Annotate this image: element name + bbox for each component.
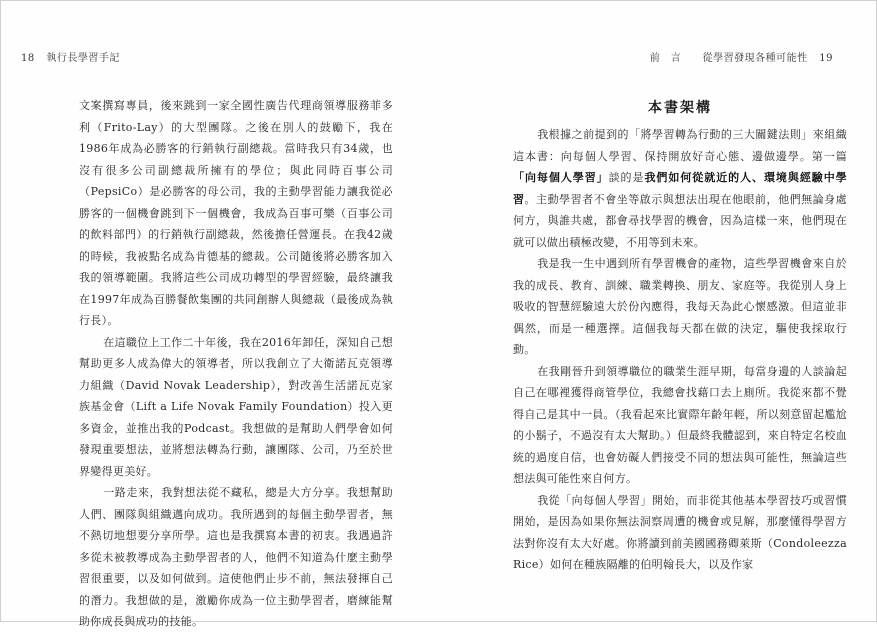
p1-text-1: 我根據之前提到的「將學習轉為行動的三大關鍵法則」來組織這本書：向每個人學習、保持開放好奇心態、邊做邊學。第一篇 (513, 128, 847, 163)
right-running-header (650, 49, 833, 64)
p1-text-3: 。主動學習者不會坐等啟示與想法出現在他眼前，他們無論身處何方，與誰共處，都會尋找學習的機會，因為這樣一來，他們現在就可以做出積極改變，不用等到未來。 (513, 192, 847, 249)
right-page-number: 19 (819, 53, 833, 64)
p1-text-2: 談的是 (608, 171, 645, 184)
right-page-body (513, 97, 847, 576)
p1-bold-1: 「向每個人學習」 (513, 171, 609, 184)
section-title: 本書架構 (648, 100, 712, 116)
right-paragraph-1 (513, 124, 847, 253)
left-running-header (21, 49, 120, 64)
right-paragraph-3: 在我剛晉升到領導職位的職業生涯早期，每當身邊的人談論起自己在哪裡獲得商管學位，我總會找藉口去上廁所。我從來都不覺得自己是其中一員。（我看起來比實際年齡年輕，所以刻意留起尷尬的小鬍子，不過沒有太大幫助。）但最終我體認到，來自特定名校血統的過度自信，也會妨礙人們接受不同的想法與可能性，無論這些想法與可能性來自何方。 (513, 364, 847, 485)
right-running-head-label: 前 言 (649, 53, 682, 64)
left-paragraph-2: 在這職位上工作二十年後，我在2016年卸任，深知自己想幫助更多人成為偉大的領導者，所以我創立了大衛諾瓦克領導力組織（David Novak Leadership），對改善生活諾瓦克家族基金會（Lift a Life Novak Family Foundation）投入更多資金，並推出我的Podcast。我想做的是幫助人們學會如何發現重要想法，並將想法轉為行動，讓團隊、公司，乃至於世界變得更美好。 (79, 335, 393, 478)
left-running-head: 執行長學習手記 (46, 53, 120, 64)
left-paragraph-3: 一路走來，我對想法從不藏私，總是大方分享。我想幫助人們、團隊與組織邁向成功。我所遇到的每個主動學習者，無不熱切地想要分享所學。這也是我撰寫本書的初衷。我遇過許多從未被教導成為主動學習者的人，他們不知道為什麼主動學習很重要，以及如何做到。這使他們止步不前，無法發揮自己的潛力。我想做的是，激勵你成為一位主動學習者，磨練能幫助你成長與成功的技能。 (79, 486, 393, 628)
right-running-head-title: 從學習發現各種可能性 (702, 53, 808, 64)
left-page-number: 18 (21, 53, 35, 64)
right-paragraph-4: 我從「向每個人學習」開始，而非從其他基本學習技巧或習慣開始，是因為如果你無法洞察周遭的機會或見解，那麼懂得學習方法對你沒有太大好處。你將讀到前美國國務卿萊斯（Condoleezza Rice）如何在種族隔離的伯明翰長大，以及作家 (513, 493, 847, 571)
left-page-body (79, 95, 393, 633)
left-page (1, 1, 439, 628)
p1-bold-2: 我們如何從就近的人、環境與經驗中學習 (513, 171, 847, 206)
right-page (439, 1, 876, 621)
left-paragraph-1: 文案撰寫專員，後來跳到一家全國性廣告代理商領導服務菲多利（Frito-Lay）的大型團隊。之後在別人的鼓勵下，我在1986年成為必勝客的行銷執行副總裁。當時我只有34歲，也沒有很多公司副總裁所擁有的學位；與此同時百事公司（PepsiCo）是必勝客的母公司，我的主動學習能力讓我從必勝客的一個機會跳到下一個機會，我成為百事可樂（百事公司的飲料部門）的行銷執行副總裁，然後擔任營運長。在我42歲的時候，我被點名成為肯德基的總裁。公司隨後將必勝客加入我的領導範圍。我將這些公司成功轉型的學習經驗，最終讓我在1997年成為百勝餐飲集團的共同創辦人與總裁（最後成為執行長）。 (79, 99, 393, 327)
right-paragraph-2: 我是我一生中遇到所有學習機會的產物，這些學習機會來自於我的成長、教育、訓練、職業轉換、朋友、家庭等。我從別人身上吸收的智慧經驗遠大於份內應得，我每天為此心懷感激。但這並非偶然，而是一種選擇。這個我每天都在做的決定，驅使我採取行動。 (513, 257, 847, 356)
